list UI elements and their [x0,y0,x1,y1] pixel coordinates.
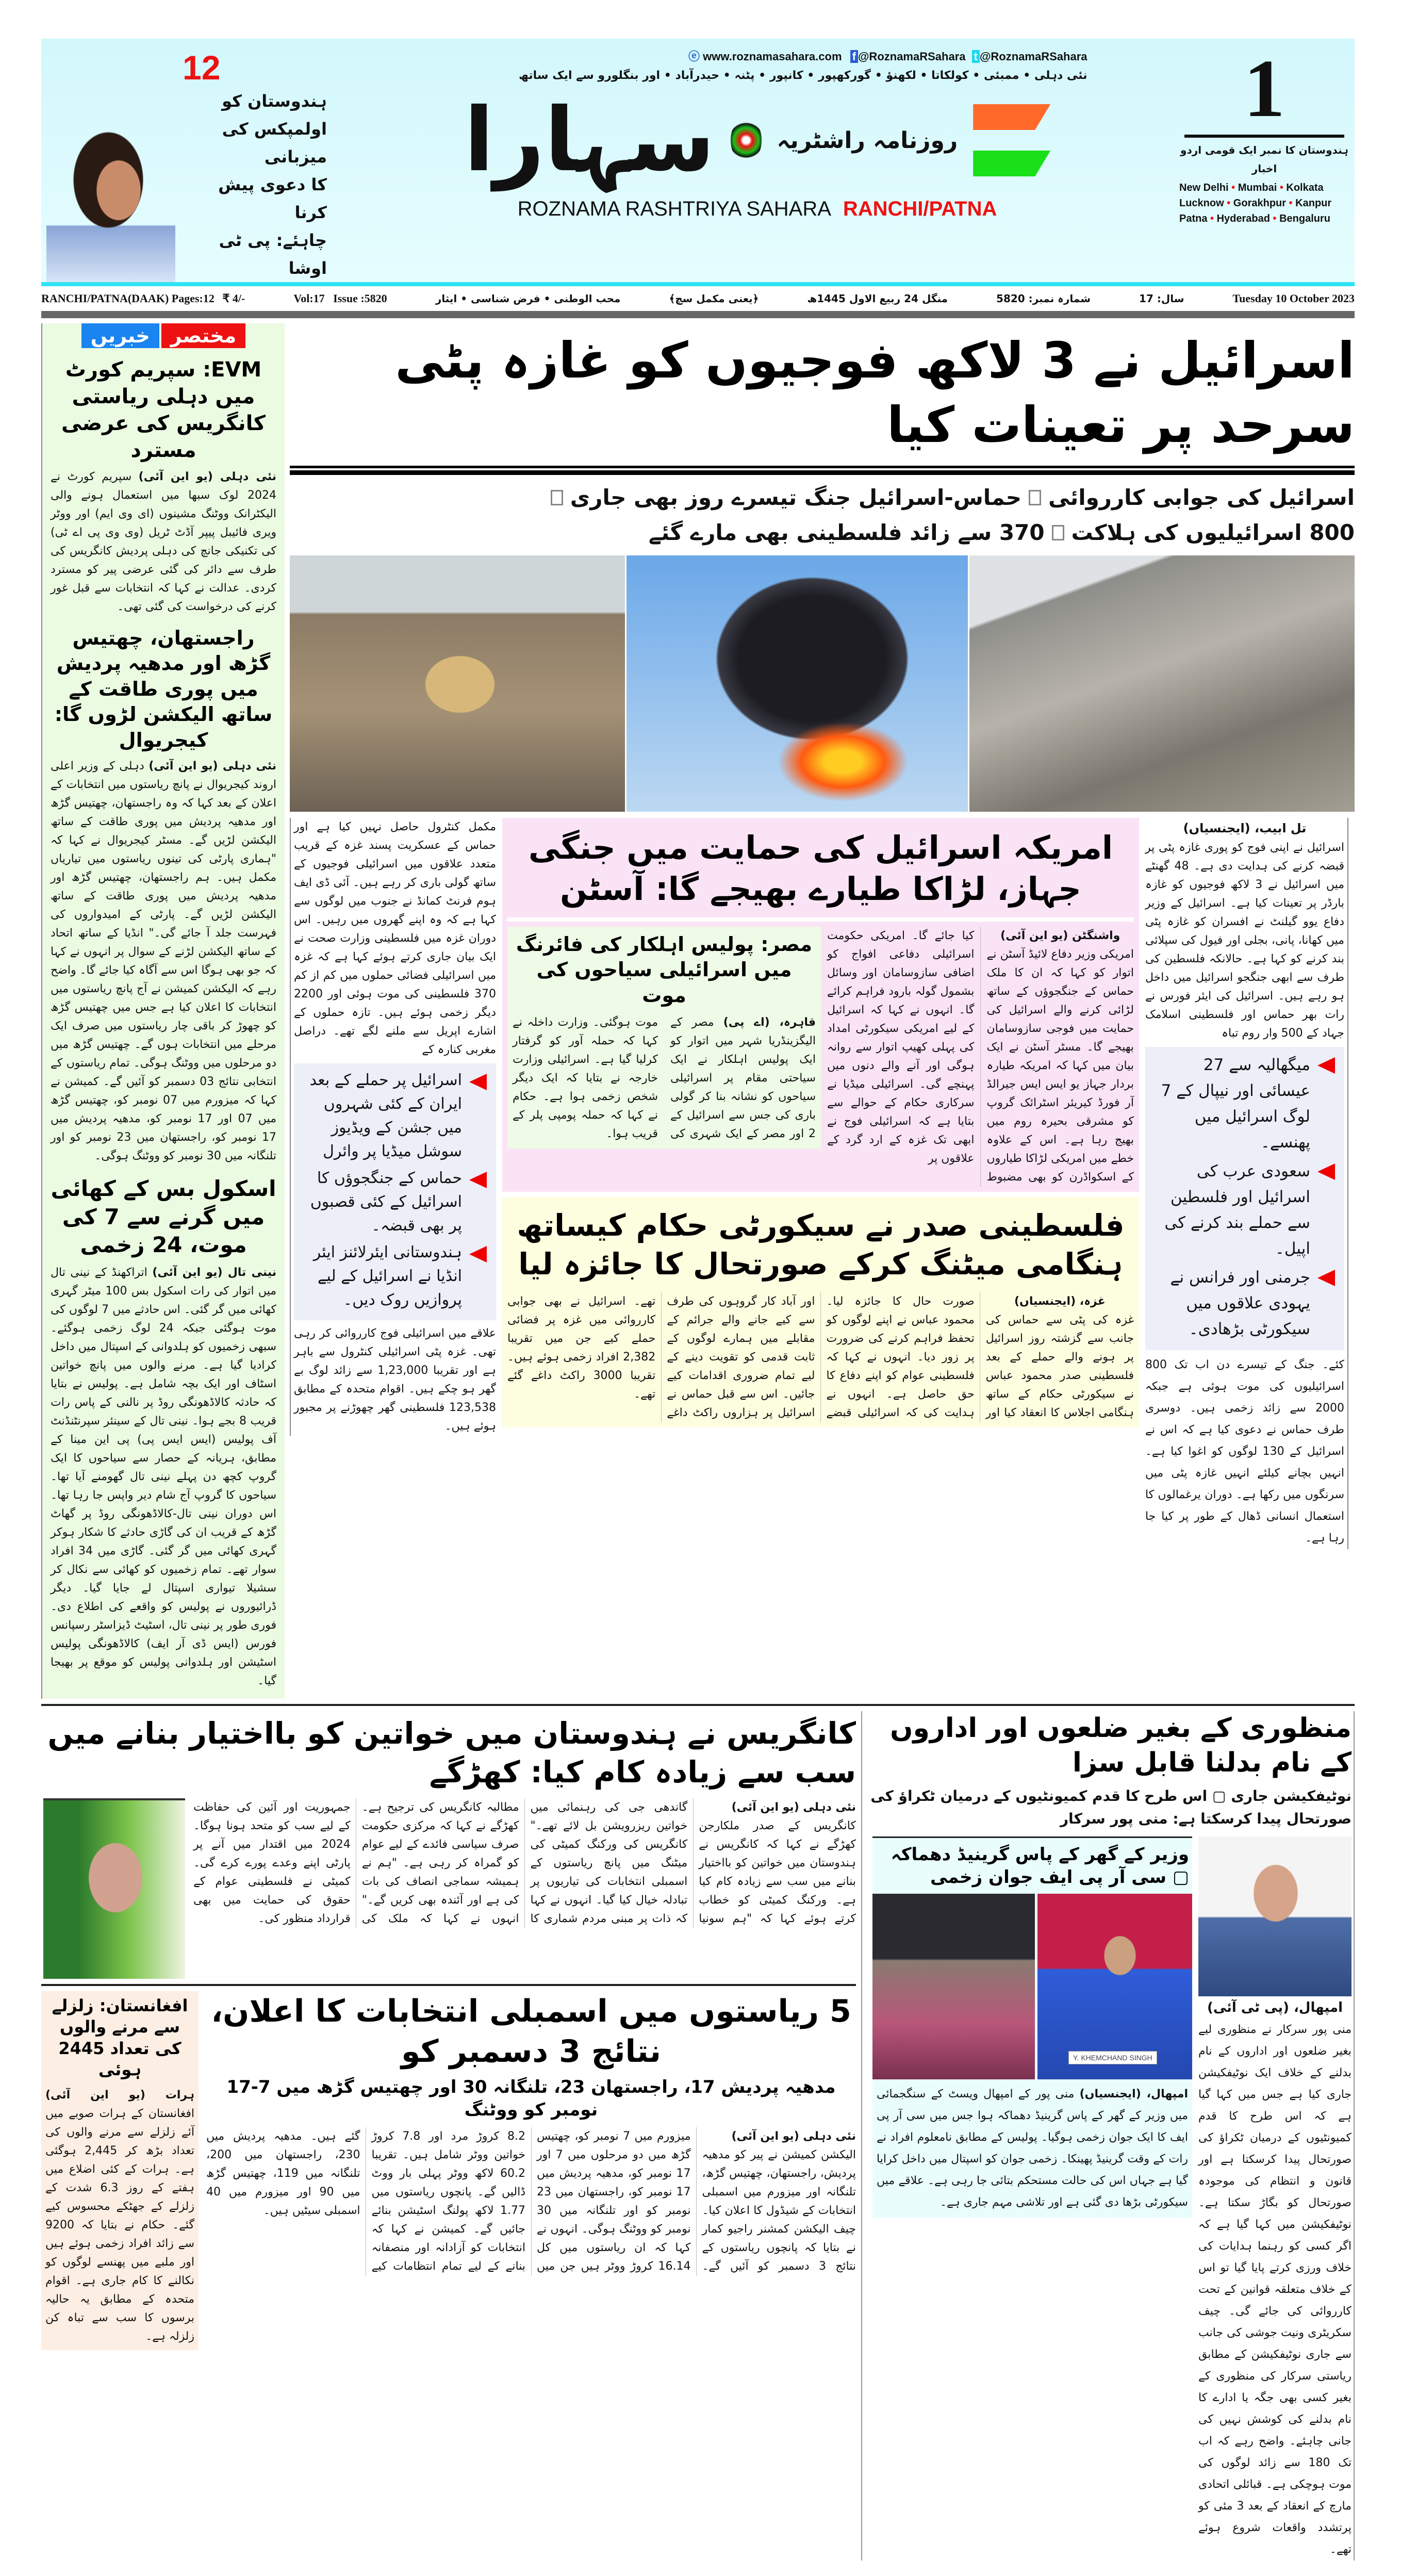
brief-headline[interactable]: راجستھان، چھتیس گڑھ اور مدھیہ پردیش میں پوری طاقت کے ساتھ الیکشن لڑوں گا: کیجریوال [54,627,273,751]
logo-urdu: سہارا [464,89,715,191]
bullet-item: میگھالیہ سے 27 عیسائی اور نیپال کے 7 لوگ اسرائیل میں پھنسے۔ [1152,1052,1337,1155]
issue-urdu: شمارہ نمبر: 5820 [996,292,1091,305]
kharge-photo[interactable] [43,1798,185,1979]
lead-story-column [1145,818,1348,1549]
brief-item[interactable] [51,356,276,616]
lead-subhead: اسرائیل کی جوابی کارروائی [1048,484,1355,510]
cities-urdu: نئی دہلی • ممبئی • کولکاتا • لکھنؤ • گورکھپور • کانپور • پٹنہ • حیدرآباد • اور بنگلورو سے ایک ساتھ [519,69,1087,82]
english-date: Tuesday 10 October 2023 [1232,292,1355,305]
lead-body-right-continued: کئے۔ جنگ کے تیسرے دن اب تک 800 اسرائیلیوں کی موت ہوئی ہے جبکہ 2000 سے زائد زخمی ہیں۔ دوسری طرف حماس نے دعوی کیا ہے کہ اس نے اسرائیل کے 130 لوگوں کو اغوا کیا ہے۔ انہیں بچانے کیلئے انہیں غازہ پٹی میں سرنگوں میں رکھا ہے۔ دوران یرغمالوں کا استعمال انسانی ڈھال کے طور پر کیا جا رہا ہے۔ [1145,1358,1344,1545]
square-bullet-icon [1052,525,1064,540]
social-links [427,48,1087,65]
lead-column-left [290,818,496,1436]
congress-body: نئی دہلی (یو این آئی) کانگریس کے صدر ملکارجن کھڑگے نے کہا کہ کانگریس نے ہندوستان میں خواتین کو بااختیار بنانے میں سب سے زیادہ کام کیا ہے۔ ورکنگ کمیٹی کو خطاب کرتے ہوئے کہا کہ "ہم سونیا گاندھی جی کی رہنمائی میں خواتین ریزرویشن بل لائے تھے۔" کانگریس کی ورکنگ کمیٹی کی میٹنگ میں پانچ ریاستوں کے اسمبلی انتخابات کی تیاریوں پر تبادلہ خیال کیا گیا۔ انہوں نے کہا کہ ذات پر مبنی مردم شماری کا مطالبہ کانگریس کی ترجیح ہے۔ کھڑگے نے کہا کہ مرکزی حکومت صرف سیاسی فائدے کے لیے عوام کو گمراہ کر رہی ہے۔ "ہم نے ہمیشہ سماجی انصاف کی بات کی ہے اور آئندہ بھی کریں گے۔" انہوں نے کہا کہ ملک کی جمہوریت اور آئین کی حفاظت کے لیے سب کو متحد ہونا ہوگا۔ 2024 میں اقتدار میں آنے پر پارٹی اپنے وعدے پورے کرے گی۔ کمیٹی نے فلسطینی عوام کے حقوق کی حمایت میں بھی قرارداد منظور کی۔ [193,1800,856,1925]
briefs-column [41,323,285,1699]
dateline-rule [41,311,1355,318]
top-section [41,323,1355,1699]
afghan-story-box[interactable] [41,1991,199,2350]
elections-story [206,1991,856,2276]
lead-headline[interactable]: اسرائیل نے 3 لاکھ فوجیوں کو غازہ پٹی سرحد پر تعینات کیا [395,332,1355,454]
lead-bullets-left [294,1063,496,1320]
lead-area [290,323,1355,1699]
manipur-cm-photo[interactable] [1198,1836,1351,1996]
brief-body: نینی تال (یو این آئی) اتراکھنڈ کے نینی تال میں اتوار کی رات اسکول بس 100 میٹر گہری کھائی میں گر گئی۔ اس حادثے میں 7 لوگوں کی موت ہوگئی جبکہ 24 لوگ زخمی ہوگئے۔ سبھی زخمیوں کو ہلدوانی کے اسپتال میں داخل کرادیا گیا ہے۔ مرنے والوں میں پانچ خواتین اسٹاف اور ایک بچہ شامل ہے۔ پولیس نے بتایا کہ حادثہ کالاڈھونگی روڈ پر نالنی کے پاس رات قریب 8 بجے ہوا۔ نینی تال کے سینئر سپرنٹنڈنٹ آف پولیس (ایس ایس پی) پی این مینا کے مطابق، ہریانہ کے حصار سے سیاحوں کا ایک گروپ کچھ دن پہلے نینی تال گھومنے آیا تھا۔ سیاحوں کا گروپ آج شام دیر واپس جا رہا تھا۔ اس دوران نینی تال-کالاڈھونگی روڈ پر گھاٹ گڑھ کے قریب ان کی گاڑی حادثے کا شکار ہوکر گہری کھائی میں گر گئی۔ گاڑی میں 34 افراد سوار تھے۔ تمام زخمیوں کو کھائی سے نکال کر سشیلا تیواری اسپتال لے جایا گیا۔ دیگر ڈرائیوروں نے پولیس کو واقعے کی اطلاع دی۔ فوری طور پر نینی تال، اسٹیٹ ڈیزاسٹر رسپانس فورس (ایس ڈی آر ایف) کالاڈھونگی پولیس اسٹیشن اور ہلدوانی پولیس کو موقع پر بھیجا گیا۔ [51,1266,277,1687]
lead-columns [290,818,1355,1549]
us-story-box [502,818,1139,1192]
rank-number: 1 [1244,42,1285,134]
edition-name: RANCHI/PATNA [843,198,997,220]
congress-headline[interactable]: کانگریس نے ہندوستان میں خواتین کو بااختیار بنانے میں سب سے زیادہ کام کیا: کھڑگے [47,1715,856,1790]
brief-headline[interactable]: EVM: سپریم کورٹ میں دہلی ریاستی کانگریس کی عرضی مسترد [61,358,266,462]
lead-subhead: 370 سے زائد فلسطینی بھی مارے گئے [648,519,1045,545]
briefs-label-blue: خبریں [81,323,159,348]
city-row: New Delhi • Mumbai • Kolkata [1179,182,1324,193]
gaza-mosque-rubble-photo[interactable] [290,555,625,812]
grenade-photos [872,1894,1192,2079]
side-headline-line: کا دعوی پیش کرنا [218,175,327,222]
us-story-columns [507,927,1134,1187]
lead-body-right: اسرائیل نے اپنی فوج کو پوری غازہ پٹی پر قبضہ کرنے کی ہدایت دی ہے۔ 48 گھنٹے میں اسرائیل نے 3 لاکھ فوجیوں کو غازہ بارڈر پر تعینات کیا ہے۔ اسرائیل کے وزیر دفاع یوو گیلنٹ نے افسران کو غازہ پٹی میں کھانا، پانی، بجلی اور فیول کی سپلائی بند کرنے کو کہا ہے۔ حالانکہ فلسطین کی طرف سے ابھی جنگجو اسرائیل میں داخل ہو رہے ہیں۔ اسرائیل کی ایئر فورس نے رات بھر حماس اور فلسطینی اسلامک جہاد کے 500 وار روم تباہ [1145,841,1344,1040]
newspaper-page [41,0,1355,2576]
rank-underline [1184,135,1344,138]
bullet-item: جرمنی اور فرانس نے یہودی علاقوں میں سیکورٹی بڑھادی۔ [1152,1265,1337,1342]
lead-subheads [290,482,1355,548]
manipur-dateline: امپھال، (پی ٹی آئی) [1207,1999,1343,2015]
lead-bullets-right [1145,1047,1344,1350]
edition-pages: RANCHI/PATNA(DAAK) Pages:12 ₹ 4/- [41,292,245,305]
egypt-story-body: قاہرہ، (اے پی) مصر کے الیگزینڈریا شہر میں اتوار کو ایک پولیس اہلکار نے ایک سیاحتی مقام پر اسرائیلی سیاحوں کو نشانہ بنا کر گولی باری کی جس سے اسرائیل کے 2 اور مصر کے ایک شہری کی موت ہوگئی۔ وزارت داخلہ نے کہا کہ حملہ آور کو گرفتار کرلیا گیا ہے۔ اسرائیلی وزارت خارجہ نے بتایا کہ ایک دیگر شخص زخمی ہوا ہے۔ حکام نے کہا کہ حملہ پومپی پلر کے قریب ہوا۔ [513,1015,816,1140]
collapsed-buildings-photo[interactable] [969,555,1355,812]
bullet-item: ہندوستانی ایئرلائنز ایئر انڈیا نے اسرائیل کے لیے پروازیں روک دیں۔ [301,1241,489,1312]
afghan-body: ہرات (یو این آئی) افغانستان کے ہرات صوبے میں آئے زلزلے سے مرنے والوں کی تعداد بڑھ کر 2,445 ہوگئی ہے۔ ہرات کے کئی اضلاع میں ہفتے کے روز 6.3 شدت کے زلزلے کے جھٹکے محسوس کیے گئے۔ حکام نے بتایا کہ 9200 سے زائد افراد زخمی ہوئے ہیں اور ملبے میں پھنسے لوگوں کو نکالنے کا کام جاری ہے۔ اقوام متحدہ کے مطابق یہ حالیہ برسوں کا سب سے تباہ کن زلزلہ ہے۔ [45,2088,195,2343]
bullet-item: اسرائیل پر حملے کے بعد ایران کے کئی شہروں میں جشن کے ویڈیوز سوشل میڈیا پر وائرل [301,1069,489,1163]
grenade-scene-photo[interactable] [872,1894,1035,2079]
rank-tagline: ہندوستان کا نمبر ایک قومی اردو اخبار [1180,144,1348,175]
elections-headline[interactable]: 5 ریاستوں میں اسمبلی انتخابات کا اعلان، نتائج 3 دسمبر کو [211,1993,851,2070]
elections-body: نئی دہلی (یو این آئی) الیکشن کمیشن نے پیر کو مدھیہ پردیش، راجستھان، چھتیس گڑھ، تلنگانہ اور میزورم میں اسمبلی انتخابات کے شیڈول کا اعلان کیا۔ چیف الیکشن کمشنر راجیو کمار نے بتایا کہ پانچوں ریاستوں کے نتائج 3 دسمبر کو آئیں گے۔ میزورم میں 7 نومبر کو، چھتیس گڑھ میں دو مرحلوں میں 7 اور 17 نومبر کو، مدھیہ پردیش میں 17 نومبر کو، راجستھان میں 23 نومبر کو اور تلنگانہ میں 30 نومبر کو ووٹنگ ہوگی۔ انہوں نے کہا کہ ان ریاستوں میں کل 16.14 کروڑ ووٹر ہیں جن میں 8.2 کروڑ مرد اور 7.8 کروڑ خواتین ووٹر شامل ہیں۔ تقریبا 60.2 لاکھ ووٹر پہلی بار ووٹ ڈالیں گے۔ پانچوں ریاستوں میں 1.77 لاکھ پولنگ اسٹیشن بنائے جائیں گے۔ کمیشن نے کہا کہ انتخابات کو آزادانہ اور منصفانہ بنانے کے لیے تمام انتظامات کیے گئے ہیں۔ مدھیہ پردیش میں 230، راجستھان میں 200، تلنگانہ میں 119، چھتیس گڑھ میں 90 اور میزورم میں 40 اسمبلی سیٹیں ہیں۔ [206,2129,856,2273]
english-name: ROZNAMA RASHTRIYA SAHARA [517,198,830,220]
twitter-handle[interactable]: @RoznamaRSahara [979,50,1087,63]
sahara-sunburst-emblem [731,117,762,163]
palestine-story-box [502,1197,1139,1428]
motto: محب الوطنی • فرض شناسی • ایثار [435,292,621,305]
section-rule [41,1704,1355,1706]
brief-headline[interactable]: اسکول بس کے کھائی میں گرنے سے 7 کی موت، 24 زخمی [51,1175,276,1258]
us-story-headline[interactable]: امریکہ اسرائیل کی حمایت میں جنگی جہاز، لڑاکا طیارے بھیجے گا: آسٹن [507,823,1134,922]
lead-dateline: تل ابیب، (ایجنسیاں) [1183,821,1307,835]
grenade-headline[interactable]: وزیر کے گھر کے پاس گرینیڈ دھماکہ ▢ سی آر پی ایف جوان زخمی [872,1836,1192,1894]
slogan: ﴿یعنی مکمل سچ﴾ [669,292,759,305]
flag-stripes [973,104,1050,176]
english-title [427,194,1087,223]
bottom-left [41,1711,856,2350]
hijri-date: منگل 24 ربیع الاول 1445ھ [807,292,948,305]
egypt-story-box[interactable] [507,927,821,1148]
bottom-section [41,1711,1355,2561]
palestine-story-body: غزہ، (ایجنسیاں) غزہ کی پٹی سے حماس کی جانب سے گزشتہ روز اسرائیل پر ہونے والے حملے کے بعد فلسطینی صدر محمود عباس نے سیکورٹی حکام کے ساتھ ہنگامی اجلاس کا انعقاد کیا اور صورت حال کا جائزہ لیا۔ محمود عباس نے اپنے لوگوں کو تحفظ فراہم کرنے کی ضرورت پر زور دیا۔ انہوں نے کہا کہ فلسطینی عوام کو اپنے دفاع کا حق حاصل ہے۔ انہوں نے ہدایت کی کہ اسرائیلی قبضے اور آباد کار گروہوں کی طرف سے کیے جانے والے جرائم کے مقابلے میں ہمارے لوگوں کے ثابت قدمی کو تقویت دینے کے لیے تمام ضروری اقدامات کیے جائیں۔ اس سے قبل حماس نے اسرائیل پر ہزاروں راکٹ داغے تھے۔ اسرائیل نے بھی جوابی کارروائی میں غزہ پر فضائی حملے کیے جن میں تقریبا 2,382 افراد زخمی ہوئے ہیں۔ تقریبا 3000 راکٹ داغے گئے تھے۔ [507,1294,1134,1419]
brief-item[interactable] [51,626,276,1166]
brief-body: نئی دہلی (یو این آئی) دہلی کے وزیر اعلی اروند کیجریوال نے پانچ ریاستوں میں انتخابات کے اعلان کے بعد کہا کہ وہ راجستھان، چھتیس گڑھ اور مدھیہ پردیش میں پوری طاقت کے ساتھ الیکشن لڑیں گے۔ مسٹر کیجریوال نے کہا کہ "ہماری پارٹی کی تینوں ریاستوں میں تیاریاں مکمل ہیں۔ ہم راجستھان، چھتیس گڑھ اور مدھیہ پردیش میں پوری طاقت کے ساتھ الیکشن لڑیں گے۔ پارٹی کے امیدواروں کی فہرست جلد آ جائے گی۔" انڈیا کے ساتھ اتحاد کے ساتھ الیکشن لڑنے کے سوال پر انہوں نے کہا کہ جو بھی ہوگا اس سے آگاہ کیا جائے گا۔ واضح رہے کہ الیکشن کمیشن نے آج پانچ ریاستوں میں انتخابات کا اعلان کیا ہے جس میں چھتیس گڑھ کو چھوڑ کر باقی چار ریاستوں میں صرف ایک مرحلے میں انتخابات ہوں گے۔ چھتیس گڑھ میں دو مرحلوں میں ووٹنگ ہوگی۔ تمام ریاستوں کے انتخابی نتائج 03 دسمبر کو آئیں گے۔ کمیشن نے کہا کہ میزورم میں 07 نومبر کو، چھتیس گڑھ میں 07 اور 17 نومبر کو، مدھیہ پردیش میں 17 نومبر کو، راجستھان میں 23 نومبر کو اور تلنگانہ میں 30 نومبر کو ووٹنگ ہوگی۔ [51,759,276,1162]
lead-subhead: 800 اسرائیلیوں کی ہلاکت [1071,519,1355,545]
congress-story [41,1798,856,1979]
lead-double-rule [290,466,1355,475]
logo-row [427,86,1087,194]
afghan-headline[interactable]: افغانستان: زلزلے سے مرنے والوں کی تعداد 2445 ہوئی [52,1995,188,2080]
volume-issue: Vol:17 Issue :5820 [293,292,387,305]
city-row: Patna • Hyderabad • Bengaluru [1179,213,1330,224]
twitter-icon: t [972,50,980,63]
side-headline-line: اولمپکس کی میزبانی [222,119,327,167]
us-story-body: واشنگٹن (یو این آئی) امریکی وزیر دفاع لائیڈ آسٹن نے اتوار کو کہا کہ ان کا ملک حماس کے جنگجوؤں کے ساتھ لڑائی کرنے والے اسرائیل کی حمایت میں فوجی سازوسامان بھیجے گا۔ مسٹر آسٹن نے ایک بیان میں کہا کہ امریکہ طیارہ بردار جہاز یو ایس ایس جیرالڈ آر فورڈ کیریئر اسٹرائک گروپ کو مشرقی بحیرہ روم میں بھیج رہا ہے۔ اس کے علاوہ خطے میں امریکی لڑاکا طیاروں کے اسکواڈرن کو بھی مضبوط کیا جائے گا۔ امریکی حکومت اسرائیلی دفاعی افواج کو اضافی سازوسامان اور وسائل بشمول گولہ بارود فراہم کرائے گا۔ انہوں نے کہا کہ اسرائیل کے لیے امریکی سیکورٹی امداد کی پہلی کھیپ اتوار سے روانہ ہوگی اور آنے والے دنوں میں پہنچے گی۔ اسرائیلی میڈیا نے سرکاری حکام کے حوالے سے بتایا ہے کہ اسرائیلی فوج نے ابھی تک غزہ کے ارد گرد کے علاقوں پر [827,929,1134,1184]
manipur-column-right [1198,1836,1351,2561]
facebook-handle[interactable]: @RoznamaRSahara [858,50,966,63]
flag-green-stripe [973,151,1050,176]
side-story[interactable] [46,39,335,282]
lead-body-left-continued: علاقے میں اسرائیلی فوج کارروائی کر رہی تھی۔ غزہ پٹی اسرائیلی کنٹرول سے باہر ہے اور تقریبا 1,23,000 سے زائد لوگ بے گھر ہو چکے ہیں۔ اقوام متحدہ کے مطابق 123,538 فلسطینی گھر چھوڑنے پر مجبور ہوئے ہیں۔ [294,1326,496,1433]
side-story-headline[interactable] [183,87,327,282]
minister-nameplate: Y. KHEMCHAND SINGH [1068,2051,1157,2064]
palestine-story-headline[interactable]: فلسطینی صدر نے سیکورٹی حکام کیساتھ ہنگامی میٹنگ کرکے صورتحال کا جائزہ لیا [517,1207,1125,1282]
brief-body: نئی دہلی (یو این آئی) سپریم کورٹ نے 2024 لوک سبھا میں استعمال ہونے والی الیکٹرانک ووٹنگ مشینوں (ای وی ایم) اور ووٹر ویری فائیبل پیپر آڈٹ ٹریل (وی وی پی اے ٹی) کی تکنیکی جانچ کی دہلی پردیش کانگریس کی طرف سے دائر کی گئی عرضی پیر کو مسترد کردی۔ عدالت نے کہا کہ انتخابات سے قبل غور کرنے کی درخواست کی گئی تھی۔ [51,470,276,613]
briefs-banner [51,323,276,348]
side-headline-line: چاہئے: پی ٹی اوشا [219,231,327,278]
lead-subhead: حماس-اسرائیل جنگ تیسرے روز بھی جاری [570,484,1021,510]
briefs-label-red: مختصر [161,323,246,348]
facebook-icon: f [850,50,858,63]
english-cities [1179,178,1349,231]
manipur-headline[interactable]: منظوری کے بغیر ضلعوں اور اداروں کے نام بدلنا قابل سزا [890,1712,1351,1779]
logo-block [427,39,1087,282]
egypt-story-headline[interactable]: مصر: پولیس اہلکار کی فائرنگ میں اسرائیلی سیاحوں کی موت [516,932,813,1007]
section-rule [41,1984,856,1986]
square-bullet-icon [551,490,563,505]
lead-photos [290,555,1355,812]
logo-subtitle-urdu: روزنامہ راشٹریہ [777,127,958,154]
bullet-item: سعودی عرب کی اسرائیل اور فلسطین سے حملے بند کرنے کی اپیل۔ [1152,1158,1337,1261]
pt-usha-photo [46,118,175,282]
brief-item[interactable] [51,1175,276,1691]
year-urdu: سال: 17 [1139,292,1184,305]
city-row: Lucknow • Gorakhpur • Kanpur [1179,198,1332,209]
manipur-columns [867,1836,1351,2561]
bullet-item: حماس کے جنگجوؤں کا اسرائیل کے کئی قصبوں پر بھی قبضہ۔ [301,1167,489,1238]
elections-row [41,1991,856,2350]
dateline-bar [41,286,1355,311]
gaza-airstrike-smoke-photo[interactable] [627,555,968,812]
masthead [41,39,1355,286]
website-link[interactable]: www.roznamasahara.com [703,50,842,63]
bottom-right [861,1711,1355,2561]
grenade-story-box [872,1836,1192,2218]
web-icon: ⓔ [688,50,700,63]
side-headline-line: ہندوستان کو [222,91,327,111]
minister-photo[interactable] [1037,1894,1192,2079]
side-story-page-number[interactable]: 12 [183,48,221,87]
manipur-subhead: نوٹیفکیشن جاری ▢ اس طرح کا قدم کمیونٹیوں کے درمیان ٹکراؤ کی صورتحال پیدا کرسکتا ہے: منی پور سرکار [870,1787,1351,1827]
manipur-body: منی پور سرکار نے منظوری لیے بغیر ضلعوں اور اداروں کے نام بدلنے کے خلاف ایک نوٹیفکیشن جاری کیا ہے جس میں کہا گیا ہے کہ اس طرح کا قدم کمیونٹیوں کے درمیان ٹکراؤ کی صورتحال پیدا کرسکتا ہے اور قانون و انتظام کی موجودہ صورتحال کو بگاڑ سکتا ہے۔ نوٹیفکیشن میں کہا گیا ہے کہ اگر کسی کو رہنما ہدایات کی خلاف ورزی کرتے پایا گیا تو اس کے خلاف متعلقہ قوانین کے تحت کارروائی کی جائے گی۔ چیف سکریٹری ونیت جوشی کی جانب سے جاری نوٹیفکیشن کے مطابق ریاستی سرکار کی منظوری کے بغیر کسی بھی جگہ یا ادارے کا نام بدلنے کی کوشش نہیں کی جانی چاہئے۔ واضح رہے کہ اب تک 180 سے زائد لوگوں کی موت ہوچکی ہے۔ قبائلی اتحادی مارچ کے انعقاد کے بعد 3 مئی کو پرتشدد واقعات شروع ہوئے تھے۔ [1198,2023,1351,2556]
square-bullet-icon [1029,490,1041,505]
flag-saffron-stripe [973,104,1050,130]
lead-column-center [502,818,1139,1428]
lead-body-left: مکمل کنٹرول حاصل نہیں کیا ہے اور حماس کے عسکریت پسند غزہ کے قریب متعدد علاقوں میں اسرائیلی فوجیوں کے ساتھ گولی باری کر رہے ہیں۔ آئی ڈی ایف ہوم فرنٹ کمانڈ نے جنوب میں لوگوں سے کہا ہے کہ وہ اپنے گھروں میں رہیں۔ اس دوران غزہ میں فلسطینی وزارت صحت نے ایک بیان جاری کرتے ہوئے کہا ہے کہ غزہ میں اسرائیلی فضائی حملوں میں کم از کم 370 فلسطینی کی موت ہوئی اور 2200 دیگر زخمی ہوئے ہیں۔ تازہ حملوں کے اشارے اپریل سے ملنے لگے تھے۔ دراصل مغربی کنارہ کے [294,820,496,1056]
grenade-body: امپھال، (ایجنسیاں) منی پور کے امپھال ویسٹ کے سنگجمائی میں وزیر کے گھر کے پاس گرینیڈ دھماکہ ہوا جس میں سی آر پی ایف کا ایک جوان زخمی ہوگیا۔ پولیس کے مطابق نامعلوم افراد نے رات کے وقت گرینیڈ پھینکا۔ زخمی جوان کو اسپتال میں داخل کرایا گیا ہے جہاں اس کی حالت مستحکم بتائی جا رہی ہے۔ علاقے میں سیکورٹی بڑھا دی گئی ہے اور تلاشی مہم جاری ہے۔ [877,2088,1189,2209]
side-story-text [183,39,327,282]
rank-block [1179,39,1349,282]
elections-subhead: مدھیہ پردیش 17، راجستھان 23، تلنگانہ 30 اور چھتیس گڑھ میں 7-17 نومبر کو ووٹنگ [226,2076,836,2120]
